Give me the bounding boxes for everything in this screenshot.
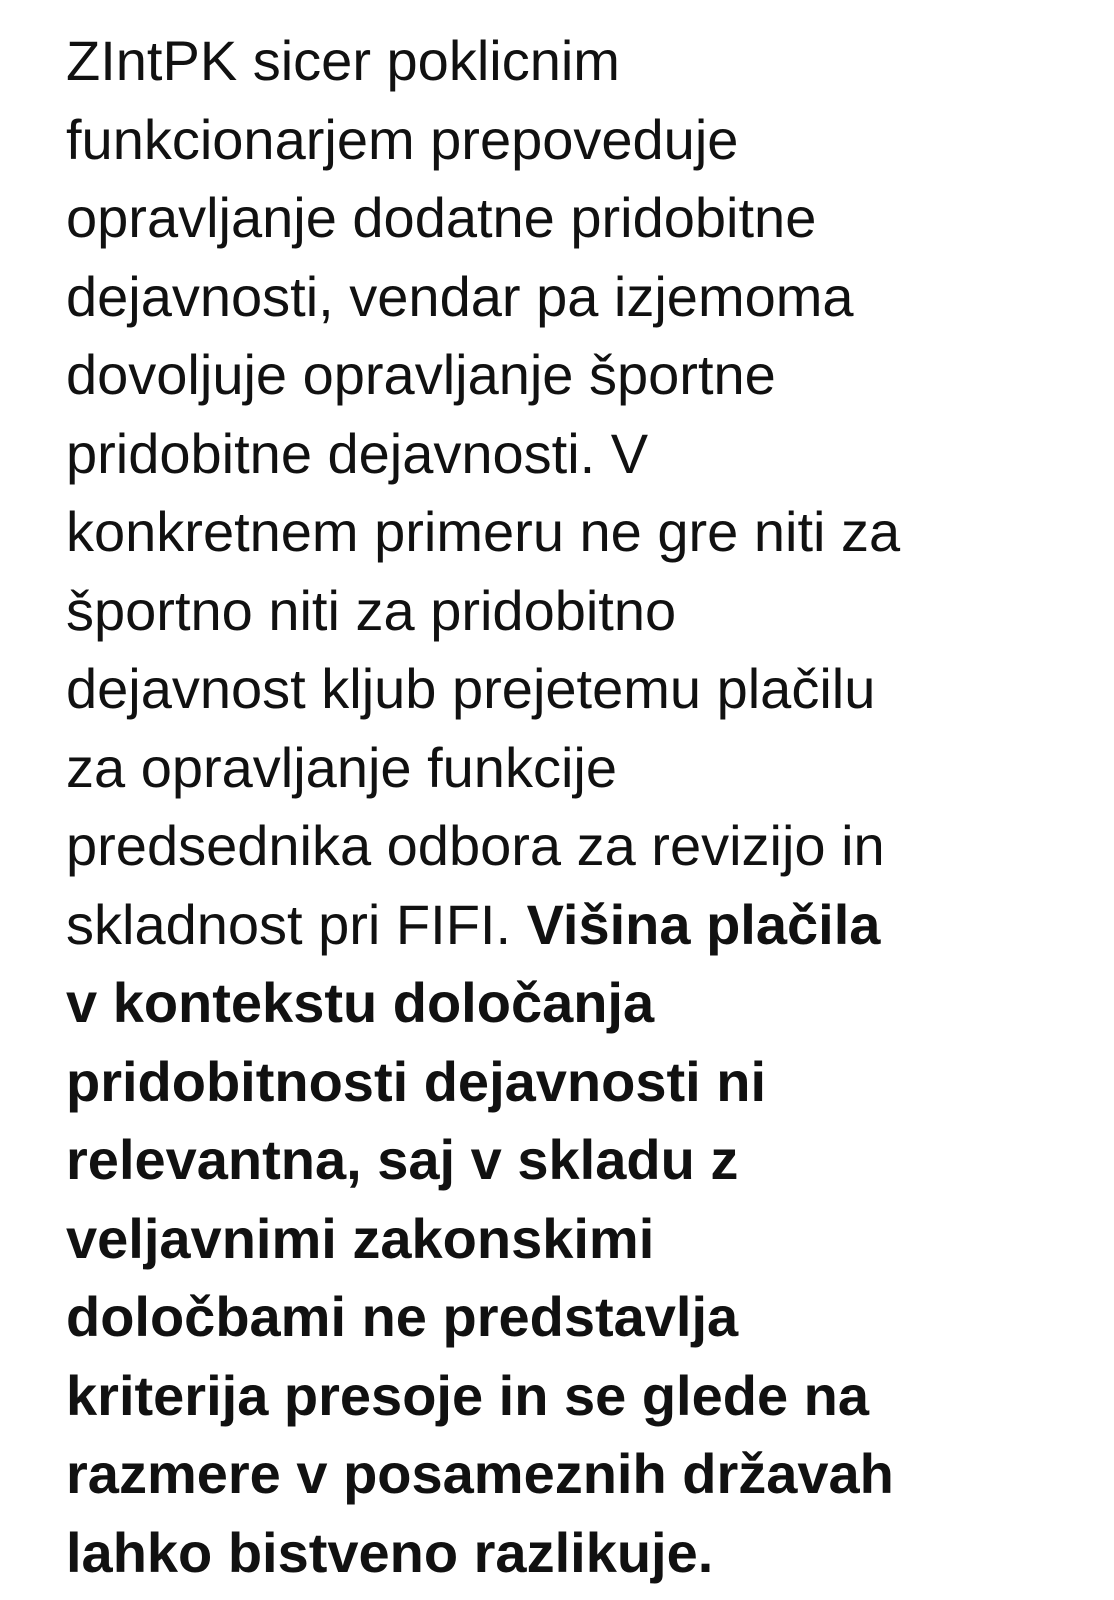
text-line: lahko bistveno razlikuje. [66,1520,714,1584]
text-line: pridobitnosti dejavnosti ni [66,1049,766,1113]
text-line: kriterija presoje in se glede na [66,1363,870,1427]
text-line: ZIntPK sicer poklicnim [66,29,620,92]
text-line: za opravljanje funkcije [66,735,617,799]
text-line: veljavnimi zakonskimi [66,1206,655,1270]
text-line: konkretnem primeru ne gre niti za [66,500,901,563]
text-line: dovoljuje opravljanje športne [66,343,776,406]
text-line: relevantna, saj v skladu z [66,1128,739,1191]
document-paragraph [66,22,1096,1592]
text-line: razmere v posameznih državah [66,1442,894,1505]
text-line: v kontekstu določanja [66,971,655,1034]
text-line: predsednika odbora za revizijo in [66,814,885,877]
text-line: dejavnosti, vendar pa izjemoma [66,264,854,328]
text-line: dejavnost kljub prejetemu plačilu [66,657,876,720]
text-line: pridobitne dejavnosti. V [66,421,649,485]
text-line: športno niti za pridobitno [66,578,677,642]
text-line: določbami ne predstavlja [66,1285,739,1348]
text-line: opravljanje dodatne pridobitne [66,186,817,249]
text-line: skladnost pri FIFI. Višina plačila [66,892,881,956]
text-line: funkcionarjem prepoveduje [66,107,739,171]
